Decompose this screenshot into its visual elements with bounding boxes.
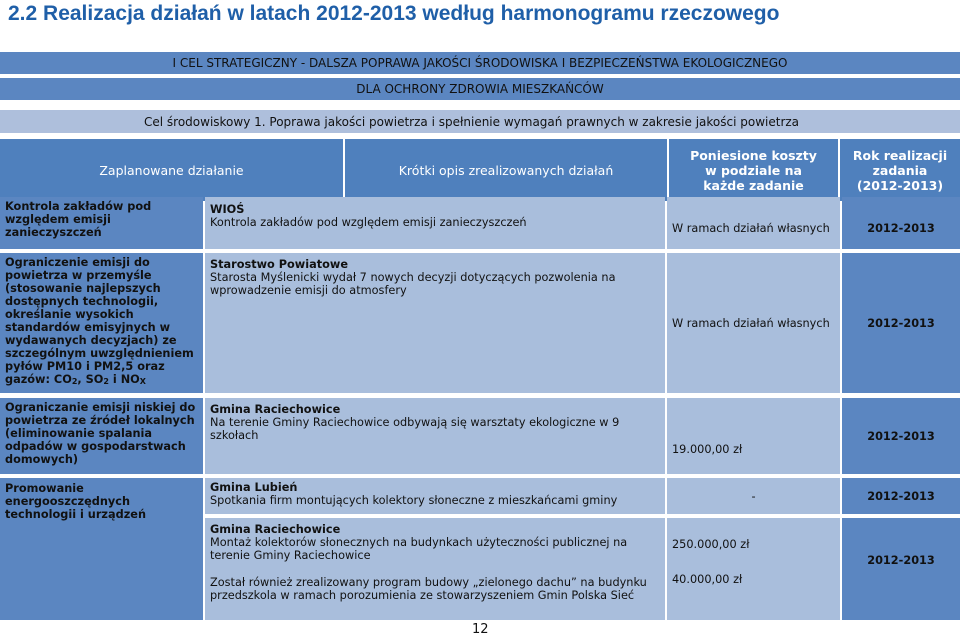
header-year: Rok realizacji zadania (2012-2013): [840, 139, 960, 201]
strategic-goal-band-2: [0, 78, 960, 100]
row2-action: [0, 253, 203, 393]
strategic-goal-line1: I CEL STRATEGICZNY - DALSZA POPRAWA JAKOŚCI ŚRODOWISKA I BEZPIECZEŃSTWA EKOLOGICZNEGO: [172, 56, 788, 70]
row5-description-text: Montaż kolektorów słonecznych na budynkach użyteczności publicznej na terenie Gminy Raciechowice: [210, 536, 628, 562]
row2-sub-co2: 2: [71, 377, 78, 386]
row1-year: 2012-2013: [842, 197, 960, 249]
row5-cost-1: 250.000,00 zł: [672, 538, 750, 551]
row5-cost: [667, 518, 840, 620]
strategic-goal-band: [0, 52, 960, 74]
environmental-goal-band: [0, 110, 960, 133]
environmental-goal: Cel środowiskowy 1. Poprawa jakości powietrza i spełnienie wymagań prawnych w zakresie jakości powietrza: [144, 114, 800, 129]
row3-description-text: Na terenie Gminy Raciechowice odbywają się warsztaty ekologiczne w 9 szkołach: [210, 416, 620, 442]
row2-description: [205, 253, 665, 393]
row3-organization: Gmina Raciechowice: [210, 403, 341, 416]
row4-action: Promowanie energooszczędnych technologii i urządzeń: [0, 478, 203, 620]
row3-cost: 19.000,00 zł: [667, 398, 840, 474]
row4-year: 2012-2013: [842, 478, 960, 514]
strategic-goal-line2: DLA OCHRONY ZDROWIA MIESZKAŃCÓW: [356, 82, 604, 96]
row5-year: 2012-2013: [842, 518, 960, 620]
header-description: Krótki opis zrealizowanych działań: [345, 139, 667, 201]
row3-description: [205, 398, 665, 474]
row2-action-sep1: , SO: [77, 373, 104, 386]
row2-year: 2012-2013: [842, 253, 960, 393]
row3-action: Ograniczanie emisji niskiej do powietrza ze źródeł lokalnych (eliminowanie spalania odpadów w gospodarstwach domowych): [0, 398, 203, 474]
header-planned-action: Zaplanowane działanie: [0, 139, 343, 201]
row2-organization: Starostwo Powiatowe: [210, 258, 348, 271]
row2-action-sep2: i NO: [108, 373, 140, 386]
row5-description: [205, 518, 665, 620]
row5-description-text-2: Został również zrealizowany program budowy „zielonego dachu” na budynku przedszkola w ramach porozumienia ze stowarzyszeniem Gmin Polska Sieć: [210, 576, 647, 602]
row2-sub-nox: X: [139, 377, 146, 386]
row1-description: [205, 197, 665, 249]
row2-sub-so2: 2: [103, 377, 109, 386]
row4-description-text: Spotkania firm montujących kolektory słoneczne z mieszkańcami gminy: [210, 494, 618, 507]
row3-year: 2012-2013: [842, 398, 960, 474]
row1-organization: WIOŚ: [210, 203, 245, 216]
row4-organization: Gmina Lubień: [210, 481, 298, 494]
row1-description-text: Kontrola zakładów pod względem emisji zanieczyszczeń: [210, 216, 527, 229]
row5-cost-2: 40.000,00 zł: [672, 573, 743, 586]
row2-description-text: Starosta Myślenicki wydał 7 nowych decyzji dotyczących pozwolenia na wprowadzenie emisji do atmosfery: [210, 271, 616, 297]
row4-description: [205, 478, 665, 514]
row2-cost: W ramach działań własnych: [667, 253, 840, 393]
header-costs: Poniesione koszty w podziale na każde zadanie: [669, 139, 838, 201]
row1-cost: W ramach działań własnych: [667, 197, 840, 249]
row4-cost: -: [667, 478, 840, 514]
row1-action: Kontrola zakładów pod względem emisji zanieczyszczeń: [0, 197, 203, 249]
row5-organization: Gmina Raciechowice: [210, 523, 341, 536]
row2-action-text: Ograniczenie emisji do powietrza w przemyśle (stosowanie najlepszych dostępnych technologii, określanie wysokich standardów emisyjnych w wydawanych decyzjach) ze szczególnym uwzględnieniem pyłów PM10 i PM2,5 oraz gazów: CO: [5, 256, 194, 386]
page-title: 2.2 Realizacja działań w latach 2012-2013 według harmonogramu rzeczowego: [8, 2, 780, 25]
page-number: 12: [472, 622, 489, 637]
